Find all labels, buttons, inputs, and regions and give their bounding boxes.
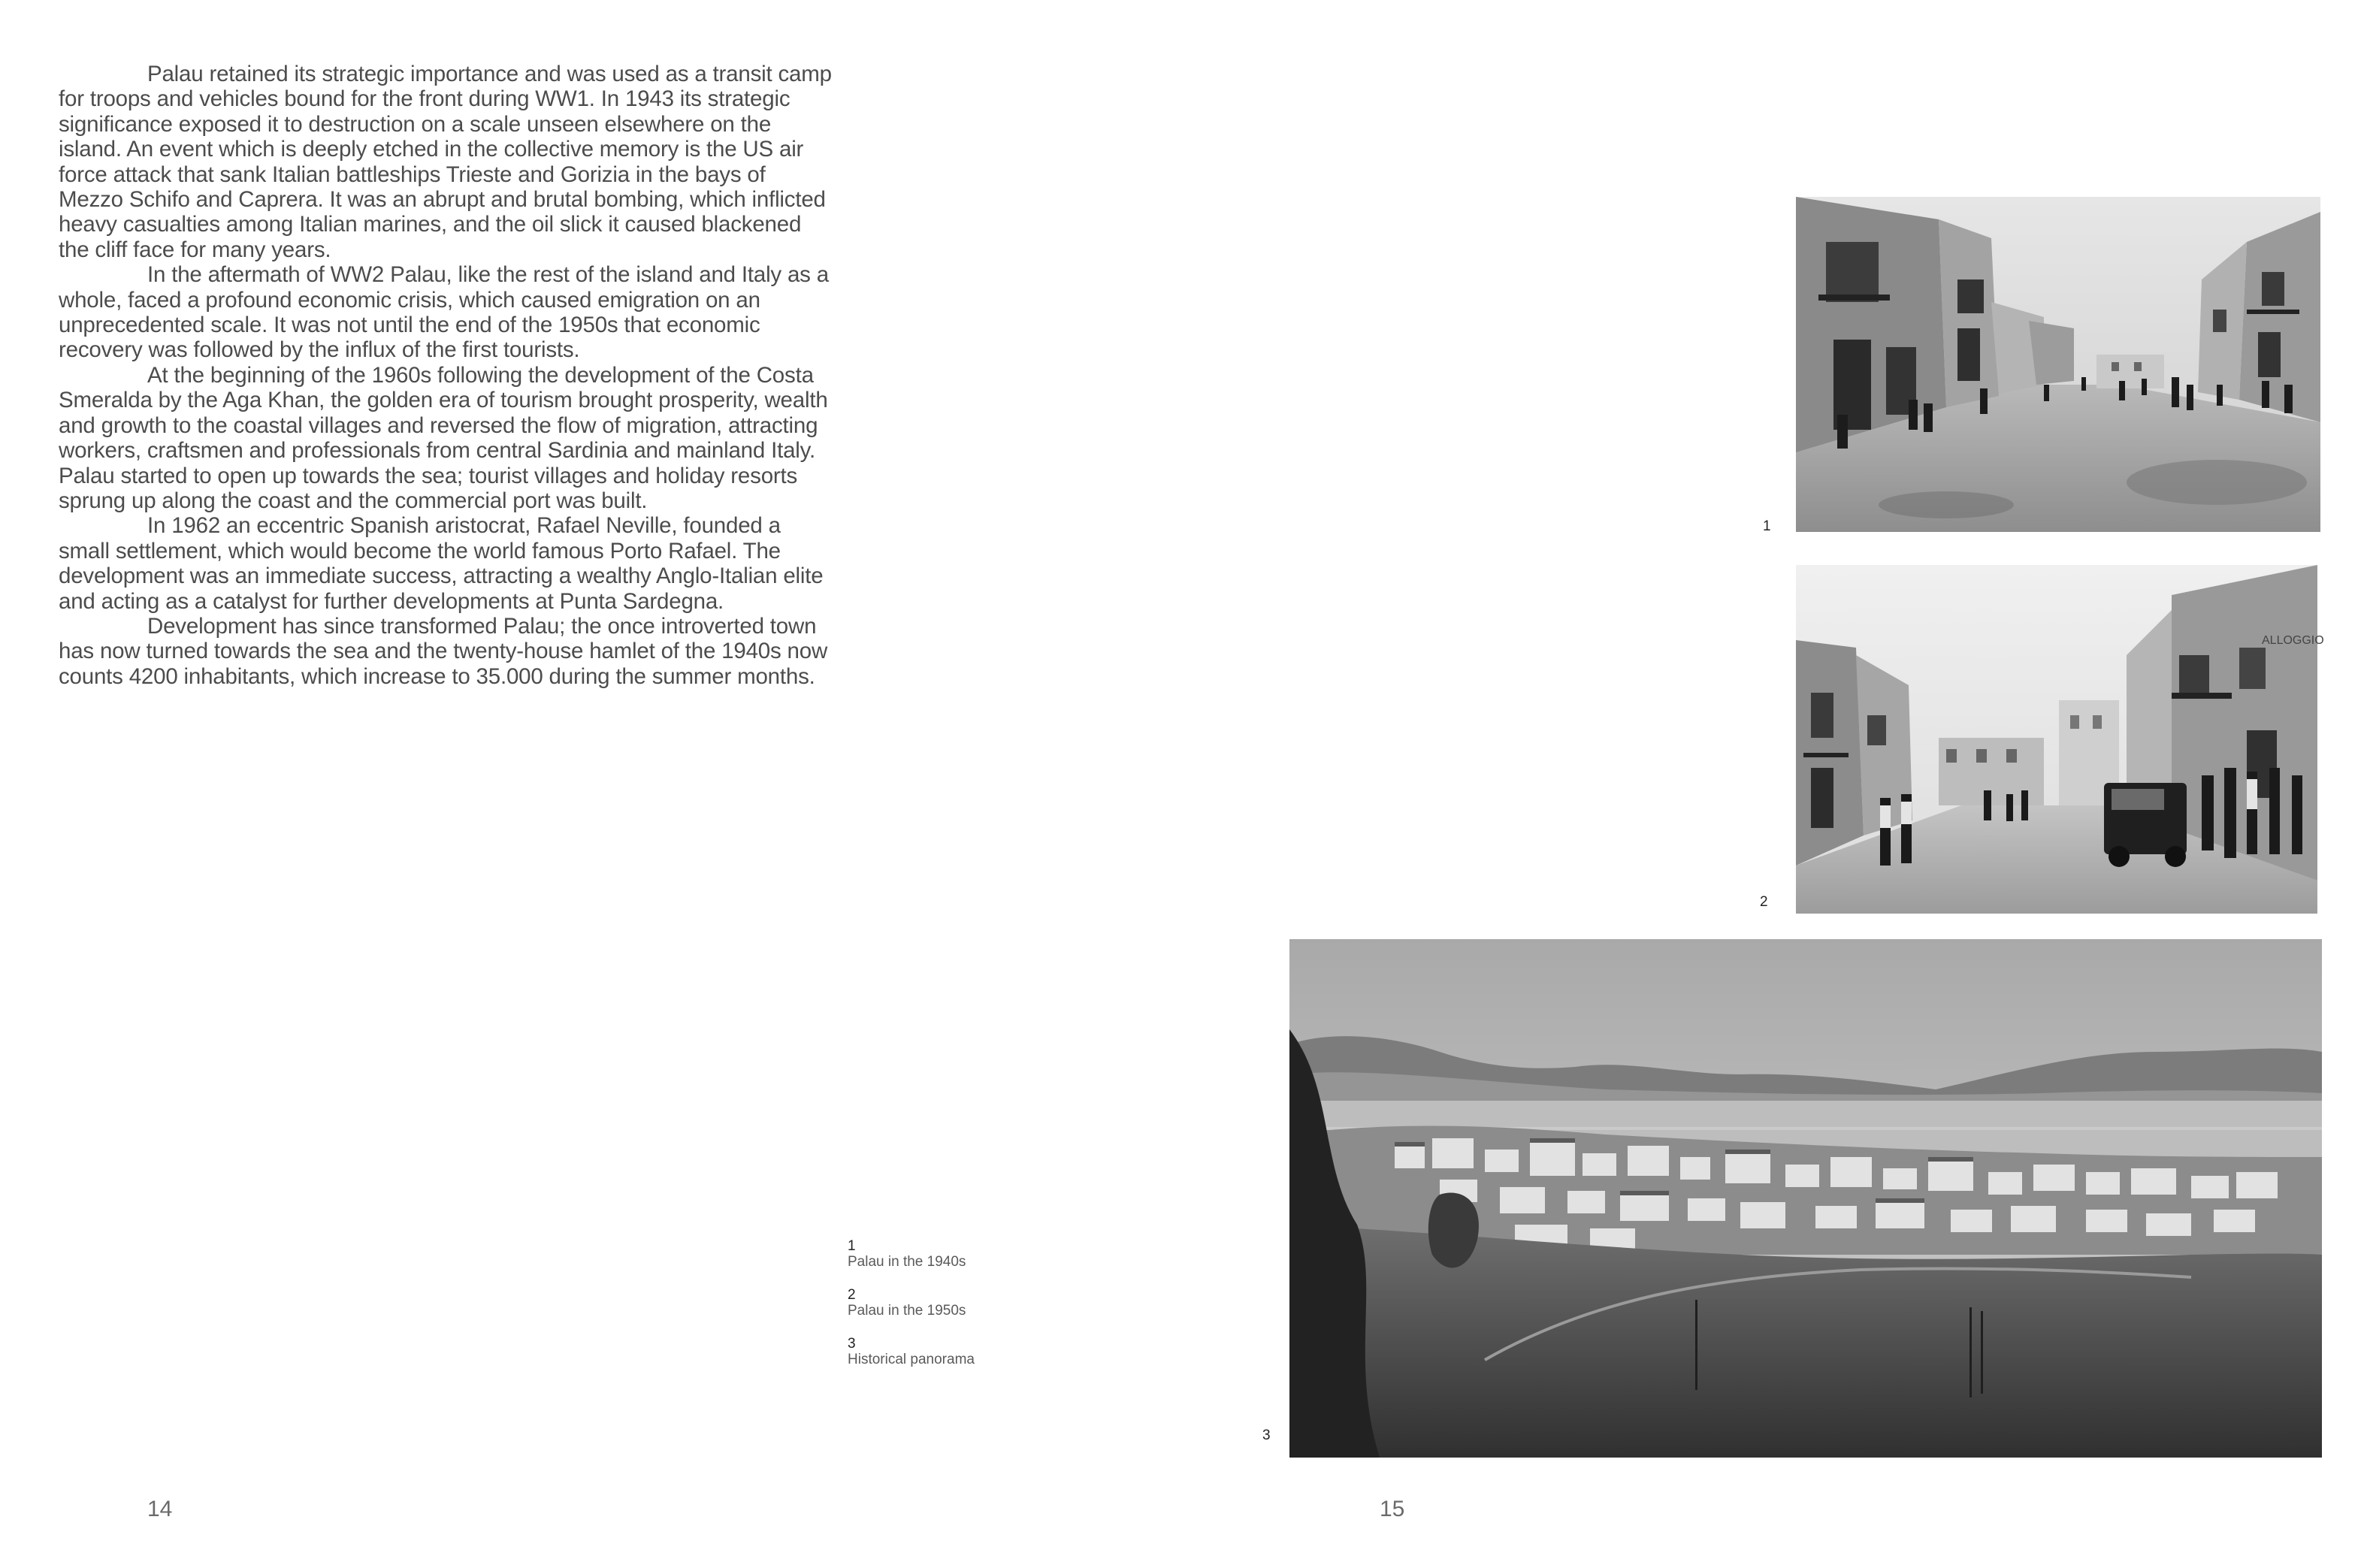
paragraph-2: In the aftermath of WW2 Palau, like the rest of the island and Italy as a whole, faced a profound economic crisis, which caused emigration on an unprecedented scale. It was not until the end of the 1950s that economic recovery was followed by the influx of the first tourists. <box>59 262 829 363</box>
historical-panorama-photo <box>1289 939 2322 1458</box>
body-text <box>59 62 833 689</box>
caption-3 <box>848 1336 1073 1367</box>
paragraph-3: At the beginning of the 1960s following the development of the Costa Smeralda by the Aga Khan, the golden era of tourism brought prosperity, wealth and growth to the coastal villages and reversed the flow of migration, attracting workers, craftsmen and professionals from central Sardinia and mainland Italy. Palau started to open up towards the sea; tourist villages and holiday resorts sprung up along the coast and the commercial port was built. <box>59 362 828 513</box>
paragraph-1: Palau retained its strategic importance and was used as a transit camp for troops and vehicles bound for the front during WW1. In 1943 its strategic significance exposed it to destruction on a scale unseen elsewhere on the island. An event which is deeply etched in the collective memory is the US air force attack that sank Italian battleships Trieste and Gorizia in the bays of Mezzo Schifo and Caprera. It was an abrupt and brutal bombing, which inflicted heavy casualties among Italian marines, and the oil slick it caused blackened the cliff face for many years. <box>59 62 832 262</box>
photo-marker-3: 3 <box>1262 1428 1271 1443</box>
caption-number: 2 <box>848 1287 856 1303</box>
caption-2 <box>848 1287 1073 1319</box>
caption-text: Historical panorama <box>848 1352 975 1367</box>
photo-captions <box>848 1238 1073 1385</box>
page-number-left: 14 <box>147 1497 173 1521</box>
caption-number: 3 <box>848 1336 856 1352</box>
paragraph-4: In 1962 an eccentric Spanish aristocrat, Rafael Neville, founded a small settlement, which would become the world famous Porto Rafael. The development was an immediate success, attracting a wealthy Anglo-Italian elite and acting as a catalyst for further developments at Punta Sardegna. <box>59 513 824 614</box>
street-photo-1950s <box>1796 565 2324 914</box>
caption-1 <box>848 1238 1073 1270</box>
page-number-right: 15 <box>1380 1497 1405 1521</box>
caption-text: Palau in the 1950s <box>848 1303 966 1319</box>
alloggio-sign: ALLOGGIO <box>2262 634 2324 647</box>
paragraph-5: Development has since transformed Palau; the once introverted town has now turned towards the sea and the twenty-house hamlet of the 1940s now counts 4200 inhabitants, which increase to 35.000 during the summer months. <box>59 613 828 689</box>
photo-marker-2: 2 <box>1760 894 1768 910</box>
photo-marker-1: 1 <box>1763 518 1771 534</box>
caption-text: Palau in the 1940s <box>848 1254 966 1270</box>
street-photo-1940s <box>1796 197 2320 532</box>
caption-number: 1 <box>848 1238 856 1254</box>
